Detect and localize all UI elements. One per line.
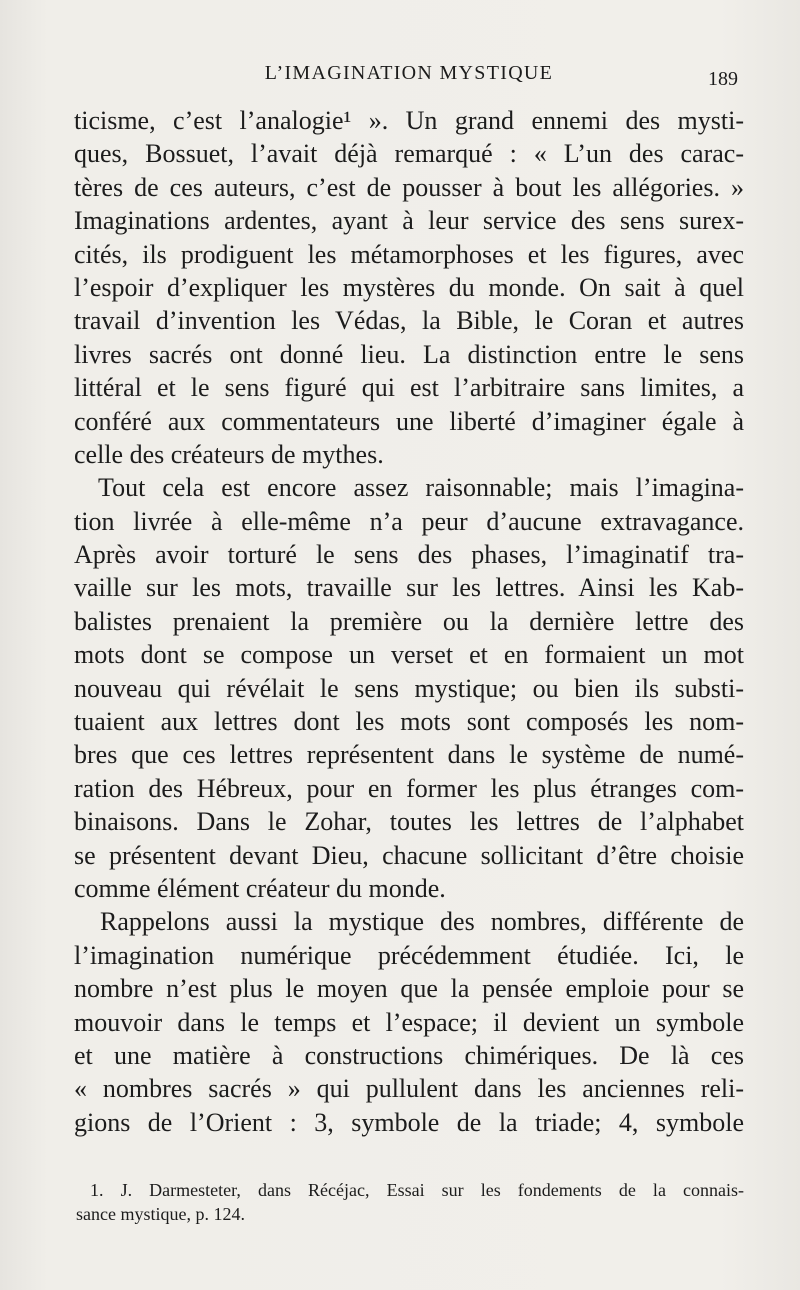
text-line: comme élément créateur du monde.	[74, 873, 446, 903]
text-line: ques, Bossuet, l’avait déjà remarqué : « L’un des carac-	[74, 139, 744, 169]
text-line: Après avoir torturé le sens des phases, l’imaginatif tra-	[74, 540, 744, 570]
footnote	[76, 1178, 744, 1226]
text-line: Imaginations ardentes, ayant à leur service des sens surex-	[74, 206, 744, 236]
text-line: ration des Hébreux, pour en former les plus étranges com-	[74, 773, 744, 803]
page-header	[74, 62, 744, 92]
body-text	[74, 104, 744, 1139]
text-line: Rappelons aussi la mystique des nombres, différente de	[100, 907, 744, 937]
running-head: L’IMAGINATION MYSTIQUE	[264, 62, 554, 84]
text-line: conféré aux commentateurs une liberté d’imaginer égale à	[74, 406, 744, 436]
text-line: gions de l’Orient : 3, symbole de la triade; 4, symbole	[74, 1107, 744, 1137]
text-line: travail d’invention les Védas, la Bible, le Coran et autres	[74, 306, 744, 336]
text-line: binaisons. Dans le Zohar, toutes les lettres de l’alphabet	[74, 807, 744, 837]
text-line: vaille sur les mots, travaille sur les lettres. Ainsi les Kab-	[74, 573, 744, 603]
text-line: tères de ces auteurs, c’est de pousser à bout les allégories. »	[74, 172, 744, 202]
text-line: tion livrée à elle-même n’a peur d’aucune extravagance.	[74, 506, 744, 536]
text-line: mouvoir dans le temps et l’espace; il devient un symbole	[74, 1007, 744, 1037]
text-line: littéral et le sens figuré qui est l’arbitraire sans limites, a	[74, 373, 744, 403]
text-line: ticisme, c’est l’analogie¹ ». Un grand ennemi des mysti-	[74, 106, 744, 135]
text-line: l’imagination numérique précédemment étudiée. Ici, le	[74, 940, 744, 970]
text-line: « nombres sacrés » qui pullulent dans les anciennes reli-	[74, 1074, 744, 1104]
text-line: tuaient aux lettres dont les mots sont composés les nom-	[74, 707, 744, 737]
page-number: 189	[708, 68, 738, 90]
text-line: livres sacrés ont donné lieu. La distinction entre le sens	[74, 339, 744, 369]
text-line: et une matière à constructions chimériques. De là ces	[74, 1040, 744, 1070]
text-line: cités, ils prodiguent les métamorphoses et les figures, avec	[74, 239, 744, 269]
text-line: bres que ces lettres représentent dans le système de numé-	[74, 740, 744, 770]
text-line: nouveau qui révélait le sens mystique; ou bien ils substi-	[74, 673, 744, 703]
text-line: l’espoir d’expliquer les mystères du monde. On sait à quel	[74, 272, 744, 302]
text-line: celle des créateurs de mythes.	[74, 439, 384, 469]
footnote-line: sance mystique, p. 124.	[76, 1204, 245, 1224]
text-line: balistes prenaient la première ou la dernière lettre des	[74, 606, 744, 636]
footnote-line: 1. J. Darmesteter, dans Récéjac, Essai sur les fondements de la connais-	[90, 1180, 744, 1200]
text-line: nombre n’est plus le moyen que la pensée emploie pour se	[74, 974, 744, 1004]
text-line: Tout cela est encore assez raisonnable; mais l’imagina-	[98, 473, 744, 503]
text-line: mots dont se compose un verset et en formaient un mot	[74, 640, 744, 670]
text-line: se présentent devant Dieu, chacune sollicitant d’être choisie	[74, 840, 744, 870]
